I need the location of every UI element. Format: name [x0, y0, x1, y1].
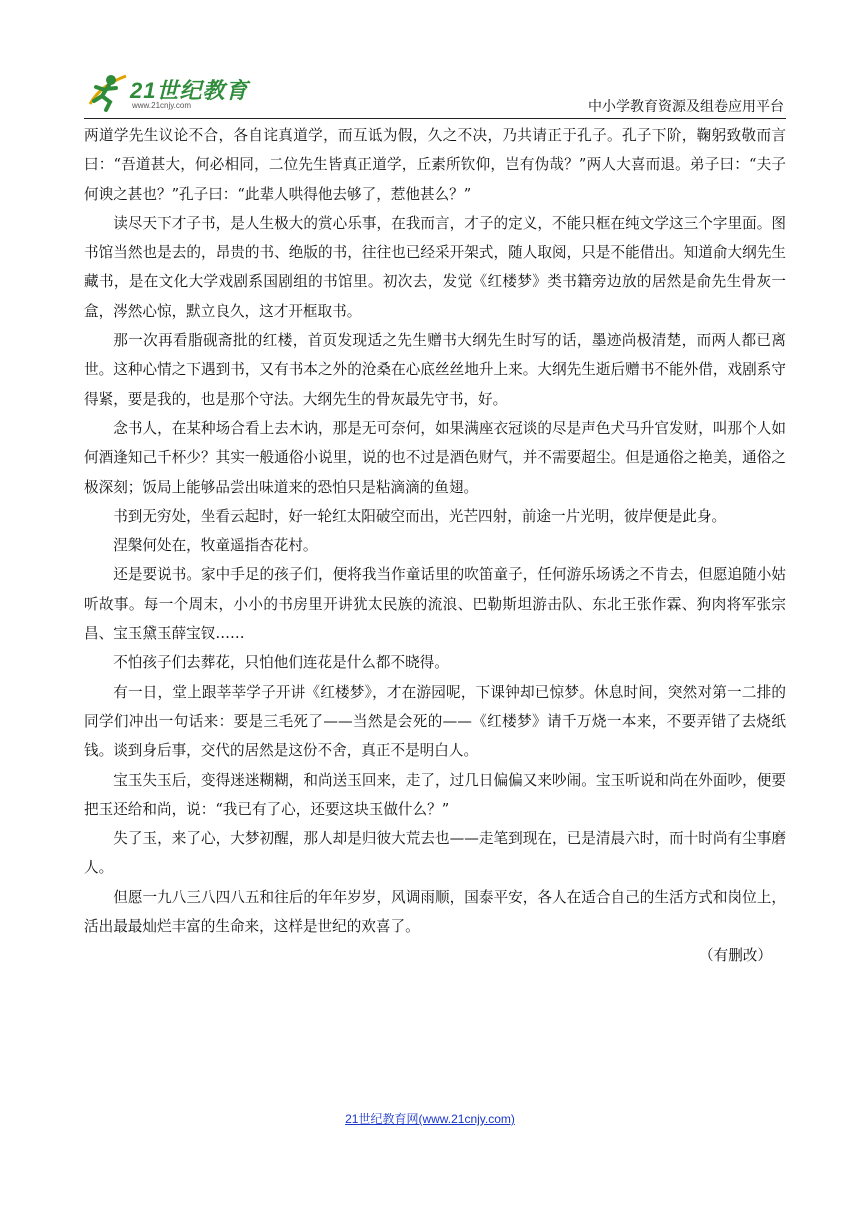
page-footer — [0, 1110, 860, 1127]
paragraph: 失了玉，来了心，大梦初醒，那人却是归彼大荒去也——走笔到现在，已是清晨六时，而十时尚有尘事磨人。 — [84, 830, 786, 877]
paragraph: 读尽天下才子书，是人生极大的赏心乐事，在我而言，才子的定义，不能只框在纯文学这三个字里面。图书馆当然也是去的，昂贵的书、绝版的书，往往也已经采开架式，随人取阅，只是不能借出。知道俞大纲先生藏书，是在文化大学戏剧系国剧组的书馆里。初次去，发觉《红楼梦》类书籍旁边放的居然是俞先生骨灰一盒，涔然心惊，默立良久，这才开框取书。 — [84, 214, 786, 320]
paragraph: 宝玉失玉后，变得迷迷糊糊，和尚送玉回来，走了，过几日偏偏又来吵闹。宝玉听说和尚在外面吵，便要把玉还给和尚，说：“我已有了心，还要这块玉做什么？” — [84, 771, 786, 818]
logo-url: www.21cnjy.com — [132, 101, 191, 110]
header-divider — [84, 118, 786, 119]
paragraph: 涅槃何处在，牧童遥指杏花村。 — [113, 537, 318, 555]
paragraph: 那一次再看脂砚斋批的红楼，首页发现适之先生赠书大纲先生时写的话，墨迹尚极清楚，而两人都已离世。这种心情之下遇到书，又有书本之外的沧桑在心底丝丝地升上来。大纲先生逝后赠书不能外借，戏剧系守得紧，要是我的，也是那个守法。大纲先生的骨灰最先守书，好。 — [84, 332, 786, 408]
article-body — [84, 121, 786, 971]
runner-logo-icon — [84, 68, 130, 114]
paragraph: 有一日，堂上跟莘莘学子开讲《红楼梦》，才在游园呢，下课钟却已惊梦。休息时间，突然对第一二排的同学们冲出一句话来：要是三毛死了——当然是会死的——《红楼梦》请千万烧一本来，不要弄错了去烧纸钱。谈到身后事，交代的居然是这份不舍，真正不是明白人。 — [84, 683, 786, 760]
paragraph: 但愿一九八三八四八五和往后的年年岁岁，风调雨顺，国泰平安，各人在适合自己的生活方式和岗位上，活出最最灿烂丰富的生命来，这样是世纪的欢喜了。 — [84, 888, 786, 936]
signoff-note: （有删改） — [699, 947, 772, 965]
footer-link[interactable]: 21世纪教育网(www.21cnjy.com) — [345, 1112, 515, 1126]
paragraph: 还是要说书。家中手足的孩子们，便将我当作童话里的吹笛童子，任何游乐场诱之不肯去，但愿追随小姑听故事。每一个周末，小小的书房里开讲犹太民族的流浪、巴勒斯坦游击队、东北王张作霖、狗肉将军张宗昌、宝玉黛玉薛宝钗…… — [84, 566, 786, 643]
logo-text: 21世纪教育 — [130, 78, 249, 103]
paragraph: 两道学先生议论不合，各自诧真道学，而互诋为假，久之不决，乃共请正于孔子。孔子下阶，鞠躬致敬而言曰：“吾道甚大，何必相同，二位先生皆真正道学，丘素所钦仰，岂有伪哉？”两人大喜而退。弟子曰：“夫子何谀之甚也？”孔子曰：“此辈人哄得他去够了，惹他甚么？” — [84, 127, 786, 203]
page-header — [84, 68, 786, 118]
paragraph: 书到无穷处，坐看云起时，好一轮红太阳破空而出，光芒四射，前途一片光明，彼岸便是此身。 — [113, 507, 727, 525]
paragraph: 不怕孩子们去葬花，只怕他们连花是什么都不晓得。 — [113, 654, 449, 672]
platform-title: 中小学教育资源及组卷应用平台 — [588, 98, 784, 114]
site-logo[interactable] — [84, 68, 274, 116]
paragraph: 念书人，在某种场合看上去木讷，那是无可奈何，如果满座衣冠谈的尽是声色犬马升官发财，叫那个人如何酒逢知己千杯少？其实一般通俗小说里，说的也不过是酒色财气，并不需要超尘。但是通俗之艳美，通俗之极深刻；饭局上能够品尝出味道来的恐怕只是粘滴滴的鱼翅。 — [84, 419, 786, 496]
